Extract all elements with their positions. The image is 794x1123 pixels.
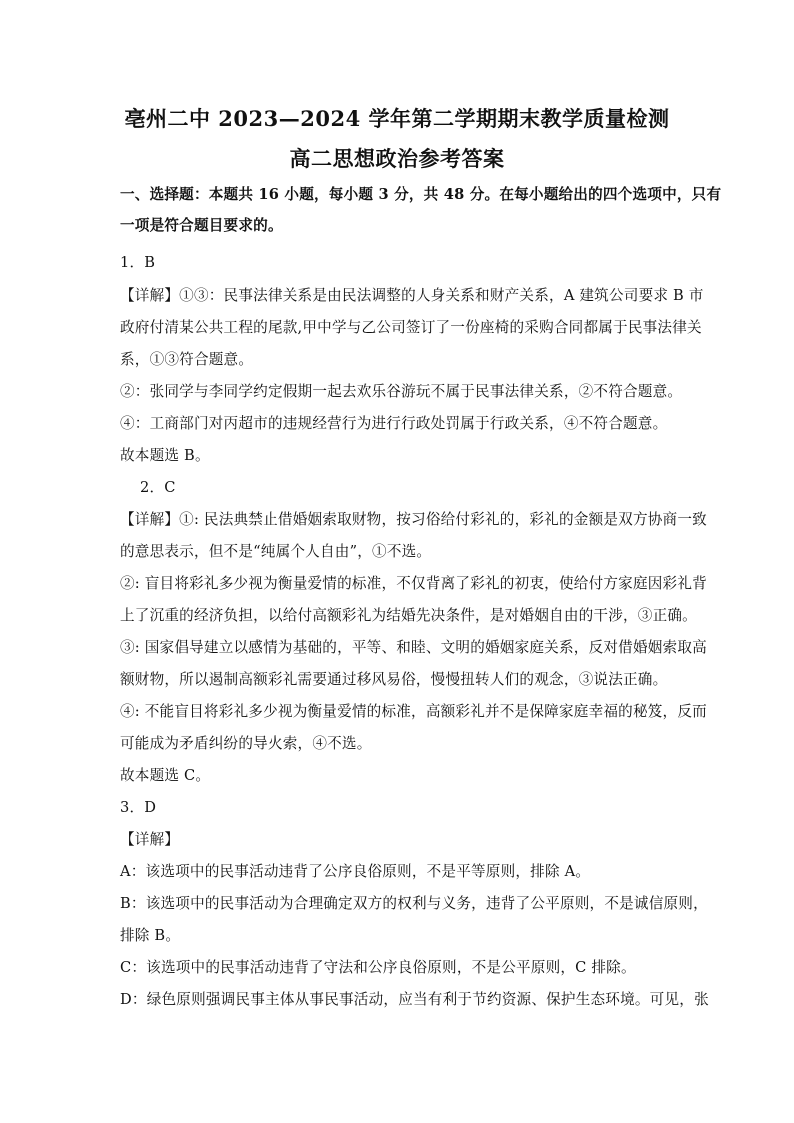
page-subtitle: 高二思想政治参考答案: [289, 146, 505, 171]
q1-detail-line-5: ④：工商部门对丙超市的违规经营行为进行行政处罚属于行政关系，④不符合题意。: [120, 415, 668, 432]
q3-answer: 3．D: [120, 799, 157, 816]
q1-detail-line-4: ②：张同学与李同学约定假期一起去欢乐谷游玩不属于民事法律关系，②不符合题意。: [120, 383, 683, 400]
q1-answer: 1．B: [120, 254, 156, 271]
q2-detail-line-2: 的意思表示，但不是“纯属个人自由”，①不选。: [120, 543, 432, 560]
q1-detail-line-3: 系，①③符合题意。: [120, 351, 254, 368]
q3-option-c: C：该选项中的民事活动违背了守法和公序良俗原则，不是公平原则，C 排除。: [120, 959, 636, 976]
section-intro-line-1: 一、选择题：本题共 16 小题，每小题 3 分，共 48 分。在每小题给出的四个选项中，只有: [120, 186, 722, 203]
q2-answer: 2．C: [140, 479, 176, 496]
q3-option-a: A：该选项中的民事活动违背了公序良俗原则，不是平等原则，排除 A。: [120, 863, 591, 880]
q2-detail-line-5: ③: 国家倡导建立以感情为基础的，平等、和睦、文明的婚姻家庭关系，反对借婚姻索取高: [120, 639, 707, 656]
q2-detail-line-3: ②: 盲目将彩礼多少视为衡量爱情的标准，不仅背离了彩礼的初衷，使给付方家庭因彩礼背: [120, 575, 707, 592]
q1-detail-line-2: 政府付清某公共工程的尾款,甲中学与乙公司签订了一份座椅的采购合同都属于民事法律关: [120, 319, 702, 336]
q3-detail-heading: 【详解】: [120, 831, 180, 848]
section-intro-line-2: 一项是符合题目要求的。: [120, 217, 283, 234]
q3-option-d: D：绿色原则强调民事主体从事民事活动，应当有利于节约资源、保护生态环境。可见，张: [120, 991, 709, 1008]
q2-detail-line-7: ④: 不能盲目将彩礼多少视为衡量爱情的标准，高额彩礼并不是保障家庭幸福的秘笈，反而: [120, 703, 707, 720]
q3-option-b-line-1: B：该选项中的民事活动为合理确定双方的权利与义务，违背了公平原则，不是诚信原则，: [120, 895, 708, 912]
q2-detail-line-4: 上了沉重的经济负担，以给付高额彩礼为结婚先决条件，是对婚姻自由的干涉，③正确。: [120, 607, 697, 624]
page-title: 亳州二中 2023—2024 学年第二学期期末教学质量检测: [124, 106, 670, 131]
q1-detail-line-1: 【详解】①③：民事法律关系是由民法调整的人身关系和财产关系，A 建筑公司要求 B 市: [120, 287, 704, 304]
q3-option-b-line-2: 排除 B。: [120, 927, 181, 944]
q1-conclusion: 故本题选 B。: [120, 447, 210, 464]
q2-conclusion: 故本题选 C。: [120, 767, 211, 784]
q2-detail-line-8: 可能成为矛盾纠纷的导火索，④不选。: [120, 735, 372, 752]
q2-detail-line-6: 额财物，所以遏制高额彩礼需要通过移风易俗，慢慢扭转人们的观念，③说法正确。: [120, 671, 668, 688]
q2-detail-line-1: 【详解】①: 民法典禁止借婚姻索取财物，按习俗给付彩礼的，彩礼的金额是双方协商一致: [120, 511, 707, 528]
